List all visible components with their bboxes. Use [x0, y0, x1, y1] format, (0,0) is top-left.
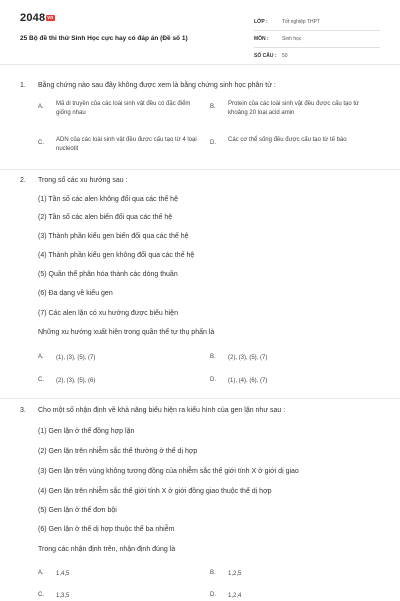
option-text: Các cơ thể sống đều được cấu tạo từ tế bào: [228, 137, 347, 143]
statement-1: (1) Tần số các alen không đổi qua các thế hệ: [38, 196, 178, 203]
statement-2: (2) Tần số các alen biến đổi qua các thế hệ: [38, 214, 173, 221]
statement-4: (4) Thành phần kiểu gen không đổi qua các thế hệ: [38, 252, 195, 259]
option-text: (1), (4), (6), (7): [228, 378, 268, 384]
meta-label: MÔN :: [254, 36, 269, 42]
option-letter: C.: [38, 377, 44, 383]
option-text: 1,2,4: [228, 593, 242, 599]
option-text: (2), (3), (5), (6): [56, 378, 96, 384]
question-1: [20, 82, 382, 167]
question-divider: [0, 398, 400, 399]
meta-row-count: [254, 48, 380, 65]
statement-3: (3) Thành phần kiểu gen biến đổi qua các thế hệ: [38, 233, 189, 240]
statement-1: (1) Gen lặn ở thể đồng hợp lặn: [38, 428, 135, 435]
option-letter: B.: [210, 104, 216, 110]
statement-5: (5) Gen lặn ở thể đơn bội: [38, 507, 117, 514]
meta-value: Sinh học: [282, 36, 302, 42]
option-letter: B.: [210, 354, 216, 360]
meta-label: SỐ CÂU :: [254, 53, 277, 59]
option-letter: A.: [38, 104, 44, 110]
statement-6: (6) Gen lặn ở thể dị hợp thuộc thể ba nhiễm: [38, 526, 175, 533]
option-text: 1,2,5: [228, 571, 242, 577]
statement-4: (4) Gen lặn trên nhiễm sắc thể giới tính X ở giới đồng giao thuộc thể dị hợp: [38, 488, 272, 495]
meta-value: Tốt nghiệp THPT: [282, 19, 320, 25]
option-letter: C.: [38, 140, 44, 146]
option-text: (1), (3), (5), (7): [56, 355, 96, 361]
option-letter: B.: [210, 570, 216, 576]
question-number: 3.: [20, 407, 26, 414]
statement-5: (5) Quần thể phân hóa thành các dòng thuần: [38, 271, 178, 278]
statement-6: (6) Đa dạng về kiểu gen: [38, 290, 113, 297]
option-text: 1,4,5: [56, 571, 70, 577]
question-divider: [0, 169, 400, 170]
option-letter: A.: [38, 570, 44, 576]
option-text: (2), (3), (5), (7): [228, 355, 268, 361]
meta-row-class: [254, 14, 380, 31]
question-prompt: Những xu hướng xuất hiện trong quần thể tự thụ phấn là: [38, 329, 215, 336]
option-text: Protein của các loài sinh vật đều được cấu tạo từ khoảng 20 loại acid amin: [228, 101, 360, 116]
page-header: [0, 0, 400, 70]
meta-value: 50: [282, 53, 288, 59]
statement-7: (7) Các alen lặn có xu hướng được biểu hiện: [38, 310, 178, 317]
option-letter: C.: [38, 592, 44, 598]
document-title: 25 Bộ đề thi thử Sinh Học cực hay có đáp án (Đề số 1): [20, 35, 188, 42]
meta-label: LỚP :: [254, 19, 268, 25]
statement-2: (2) Gen lặn trên nhiễm sắc thể thường ở thể dị hợp: [38, 448, 198, 455]
header-divider: [0, 64, 400, 65]
question-text: Bằng chứng nào sau đây không được xem là bằng chứng sinh học phân tử :: [38, 82, 276, 89]
option-text: 1,3,5: [56, 593, 70, 599]
question-3: [20, 407, 382, 600]
option-letter: A.: [38, 354, 44, 360]
question-number: 1.: [20, 82, 26, 89]
question-text: Trong số các xu hướng sau :: [38, 177, 128, 184]
option-letter: D.: [210, 140, 216, 146]
question-number: 2.: [20, 177, 26, 184]
option-text: Mã di truyền của các loài sinh vật đều có đặc điểm giống nhau: [56, 101, 191, 116]
document-meta: [254, 14, 380, 65]
option-text: ADN của các loài sinh vật đều được cấu tạo từ 4 loại nucleotit: [56, 137, 197, 152]
meta-row-subject: [254, 31, 380, 48]
question-text: Cho một số nhận định về khả năng biểu hiện ra kiểu hình của gen lặn như sau :: [38, 407, 286, 414]
site-logo[interactable]: [20, 12, 55, 24]
question-2: [20, 177, 382, 392]
question-prompt: Trong các nhận định trên, nhận định đúng là: [38, 546, 176, 553]
option-letter: D.: [210, 592, 216, 598]
logo-text: 2048: [20, 12, 46, 24]
option-letter: D.: [210, 377, 216, 383]
logo-suffix: vn: [47, 15, 54, 21]
statement-3: (3) Gen lặn trên vùng không tương đồng của nhiễm sắc thể giới tính X ở giới dị giao: [38, 468, 299, 475]
